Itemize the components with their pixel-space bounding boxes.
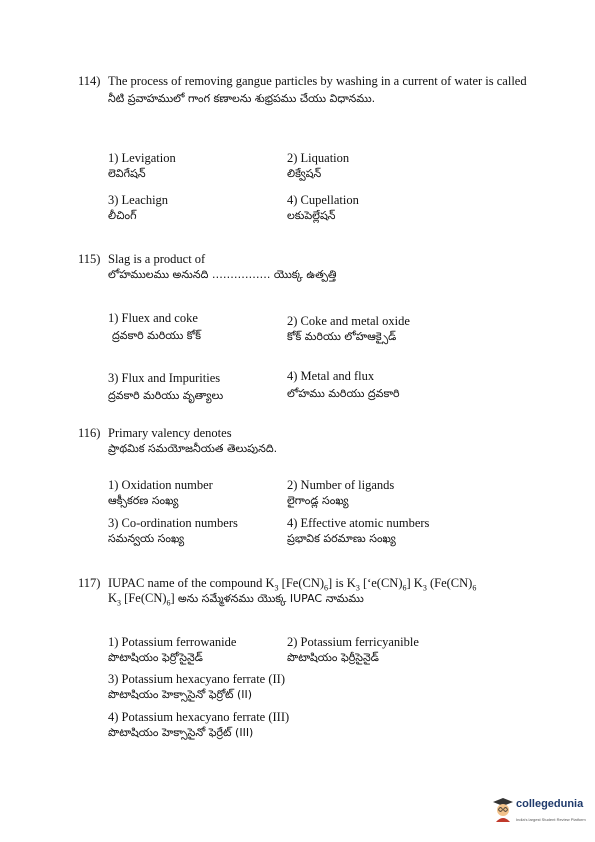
question-text-te: నీటి ప్రవాహములో గాంగ కణాలను శుభ్రపము చేయు విధానము.	[108, 92, 376, 105]
question-text-line2: $K_3$ $[Fe(CN)_6]$ అను సమ్మేళనము యొక్క IUPAC నామము	[108, 591, 364, 608]
option-label-te: లోహము మరియు ద్రవకారి	[287, 387, 400, 400]
option-label-en: 2) Potassium ferricyanible	[287, 635, 419, 649]
student-mascot-icon	[492, 797, 514, 823]
option-4	[287, 516, 429, 546]
option-label-te: ఆక్సీకరణ సంఖ్య	[108, 494, 179, 507]
logo-tagline: India's largest Student Review Platform	[516, 817, 586, 822]
question-text-te: అను సమ్మేళనము యొక్క IUPAC నామము	[177, 592, 364, 605]
option-label-en: 4) Effective atomic numbers	[287, 516, 430, 530]
question-number: 117)	[78, 576, 101, 590]
option-label-te: పొటాషియం హెక్సాసైనో ఫెర్రోట్ (II)	[108, 688, 253, 701]
option-4	[287, 369, 400, 401]
option-label-te: లకుపెల్లేషన్	[287, 209, 336, 222]
collegedunia-logo[interactable]	[492, 793, 592, 825]
option-2	[287, 151, 349, 181]
option-label-en: 4) Metal and flux	[287, 369, 375, 383]
question-text-en: IUPAC name of the compound $K_3$ $[Fe(CN)_6]$ is $K_3$ $[‘e(CN)_6]$ $K_3$ ($Fe(CN)_6$	[108, 576, 477, 593]
option-label-te: ప్రభావిక పరమాణు సంఖ్య	[287, 532, 396, 545]
option-label-te: కోక్ మరియు లోహఆక్సైడ్	[287, 330, 397, 343]
option-label-en: 4) Potassium hexacyano ferrate (III)	[108, 710, 290, 724]
option-3	[108, 672, 285, 702]
option-label-te: లీచింగ్	[108, 209, 137, 222]
option-2	[287, 314, 410, 344]
question-text-en: Primary valency denotes	[108, 426, 232, 440]
option-label-te: లిక్వేషన్	[287, 167, 322, 180]
question-114	[78, 74, 548, 106]
option-label-te: పొటాషియం ఫెర్రీసైనైడ్	[287, 651, 379, 664]
option-label-en: 3) Potassium hexacyano ferrate (II)	[108, 672, 286, 686]
question-number: 115)	[78, 252, 101, 266]
option-3	[108, 371, 223, 403]
question-text-te: లోహములము అనునది ……………. యొక్క ఉత్పత్తి	[108, 268, 337, 281]
question-number: 116)	[78, 426, 101, 440]
option-label-en: 2) Number of ligands	[287, 478, 395, 492]
option-label-te: ద్రవకారి మరియు కోక్	[112, 329, 202, 342]
question-text-te: ప్రాథమిక సమయోజనీయత తెలుపునది.	[108, 442, 278, 455]
option-label-te: పొటాషియం ఫెర్రోసైనైడ్	[108, 651, 203, 664]
option-label-te: లైగాండ్ల సంఖ్య	[287, 494, 349, 507]
option-label-en: 1) Fluex and coke	[108, 311, 198, 325]
option-4	[108, 710, 289, 740]
option-1	[108, 635, 236, 665]
question-text-en: The process of removing gangue particles by washing in a current of water is called	[108, 74, 527, 88]
question-text-en: Slag is a product of	[108, 252, 206, 266]
option-2	[287, 478, 394, 508]
option-label-en: 3) Leachign	[108, 193, 169, 207]
option-label-en: 2) Liquation	[287, 151, 350, 165]
question-116	[78, 426, 548, 456]
option-4	[287, 193, 359, 223]
option-label-te: లెవిగేషన్	[108, 167, 146, 180]
question-115	[78, 252, 548, 282]
option-1	[108, 311, 201, 343]
option-1	[108, 151, 176, 181]
option-label-en: 1) Oxidation number	[108, 478, 213, 492]
option-label-te: ద్రవకారి మరియు వృత్యాలు	[108, 389, 224, 402]
logo-name: collegedunia	[516, 798, 584, 810]
option-3	[108, 516, 238, 546]
option-label-en: 2) Coke and metal oxide	[287, 314, 410, 328]
option-label-en: 4) Cupellation	[287, 193, 359, 207]
option-3	[108, 193, 168, 223]
option-label-en: 1) Levigation	[108, 151, 176, 165]
question-117	[78, 576, 558, 606]
option-1	[108, 478, 213, 508]
option-label-te: సమన్వయ సంఖ్య	[108, 532, 185, 545]
question-number: 114)	[78, 74, 101, 88]
option-label-en: 1) Potassium ferrowanide	[108, 635, 237, 649]
option-label-en: 3) Flux and Impurities	[108, 371, 221, 385]
option-label-te: పొటాషియం హెక్సాసైనో ఫెర్రేట్ (III)	[108, 726, 254, 739]
option-2	[287, 635, 419, 665]
option-label-en: 3) Co-ordination numbers	[108, 516, 238, 530]
